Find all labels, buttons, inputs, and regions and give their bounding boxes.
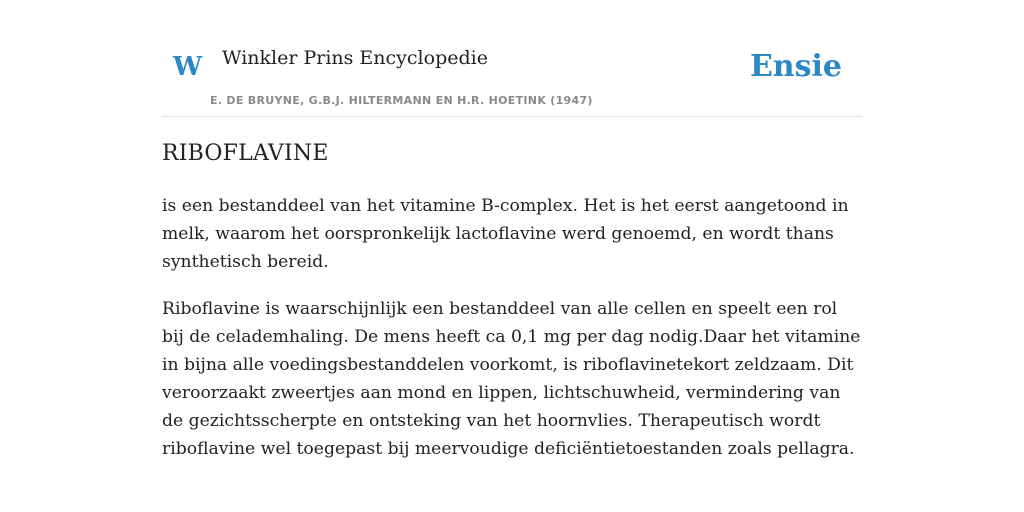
authors-line: E. DE BRUYNE, G.B.J. HILTERMANN EN H.R. HOETINK (1947) xyxy=(210,94,593,107)
entry-paragraph: Riboflavine is waarschijnlijk een bestanddeel van alle cellen en speelt een rol bij de celademhaling. De mens heeft ca 0,1 mg per dag nodig.Daar het vitamine in bijna alle voedingsbestanddelen voorkomt, is riboflavinetekort zeldzaam. Dit veroorzaakt zweertjes aan mond en lippen, lichtschuwheid, vermindering van de gezichtsscherpte en ontsteking van het hoornvlies. Therapeutisch wordt riboflavine wel toegepast bij meervoudige deficiëntietoestanden zoals pellagra. xyxy=(162,299,861,459)
winkler-prins-logo: W xyxy=(173,52,203,82)
encyclopedia-header xyxy=(162,40,862,117)
ensie-brand-link[interactable]: Ensie xyxy=(749,49,842,84)
entry-paragraph: is een bestanddeel van het vitamine B-complex. Het is het eerst aangetoond in melk, waarom het oorspronkelijk lactoflavine werd genoemd, en wordt thans synthetisch bereid. xyxy=(162,196,849,272)
book-title: Winkler Prins Encyclopedie xyxy=(222,47,488,69)
entry-title: RIBOFLAVINE xyxy=(162,141,329,166)
entry-body xyxy=(162,192,864,482)
